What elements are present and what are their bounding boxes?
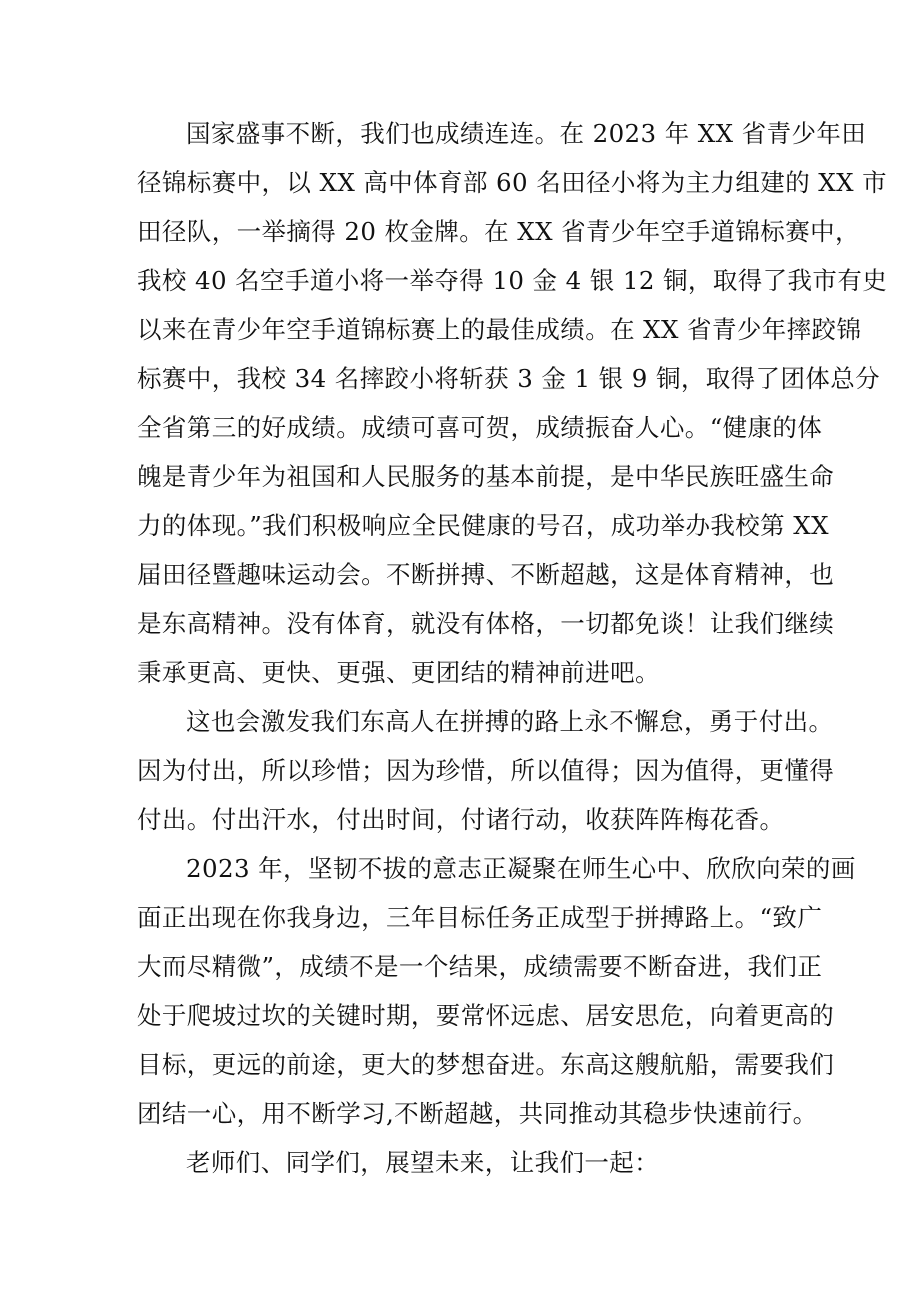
text-line: 因为付出，所以珍惜；因为珍惜，所以值得；因为值得，更懂得 (137, 756, 835, 785)
text-line: 径锦标赛中，以 XX 高中体育部 60 名田径小将为主力组建的 XX 市 (137, 168, 888, 197)
text-line: 是东高精神。没有体育，就没有体格，一切都免谈！让我们继续 (137, 609, 835, 638)
text-line: 这也会激发我们东高人在拼搏的路上永不懈怠，勇于付出。 (186, 707, 834, 736)
text-line: 魄是青少年为祖国和人民服务的基本前提，是中华民族旺盛生命 (137, 462, 835, 491)
text-line: 目标，更远的前途，更大的梦想奋进。东高这艘航船，需要我们 (137, 1050, 835, 1079)
text-line: 秉承更高、更快、更强、更团结的精神前进吧。 (137, 658, 660, 687)
text-line: 付出。付出汗水，付出时间，付诸行动，收获阵阵梅花香。 (137, 805, 785, 834)
text-line: 标赛中，我校 34 名摔跤小将斩获 3 金 1 银 9 铜，取得了团体总分 (137, 364, 881, 393)
text-line: 田径队，一举摘得 20 枚金牌。在 XX 省青少年空手道锦标赛中， (137, 217, 860, 246)
text-line: 以来在青少年空手道锦标赛上的最佳成绩。在 XX 省青少年摔跤锦 (137, 315, 862, 344)
text-line: 国家盛事不断，我们也成绩连连。在 2023 年 XX 省青少年田 (186, 119, 867, 148)
text-line: 2023 年，坚韧不拔的意志正凝聚在师生心中、欣欣向荣的画 (186, 854, 856, 883)
text-line: 我校 40 名空手道小将一举夺得 10 金 4 银 12 铜，取得了我市有史 (137, 266, 888, 295)
text-line: 全省第三的好成绩。成绩可喜可贺，成绩振奋人心。“健康的体 (137, 413, 823, 442)
text-line: 老师们、同学们，展望未来，让我们一起： (186, 1148, 660, 1177)
text-line: 力的体现。”我们积极响应全民健康的号召，成功举办我校第 XX (137, 511, 829, 540)
text-line: 大而尽精微”，成绩不是一个结果，成绩需要不断奋进，我们正 (137, 952, 823, 981)
text-line: 面正出现在你我身边，三年目标任务正成型于拼搏路上。“致广 (137, 903, 823, 932)
text-line: 处于爬坡过坎的关键时期，要常怀远虑、居安思危，向着更高的 (137, 1001, 835, 1030)
text-line: 届田径暨趣味运动会。不断拼搏、不断超越，这是体育精神，也 (137, 560, 835, 589)
text-line: 团结一心，用不断学习,不断超越，共同推动其稳步快速前行。 (137, 1099, 818, 1128)
